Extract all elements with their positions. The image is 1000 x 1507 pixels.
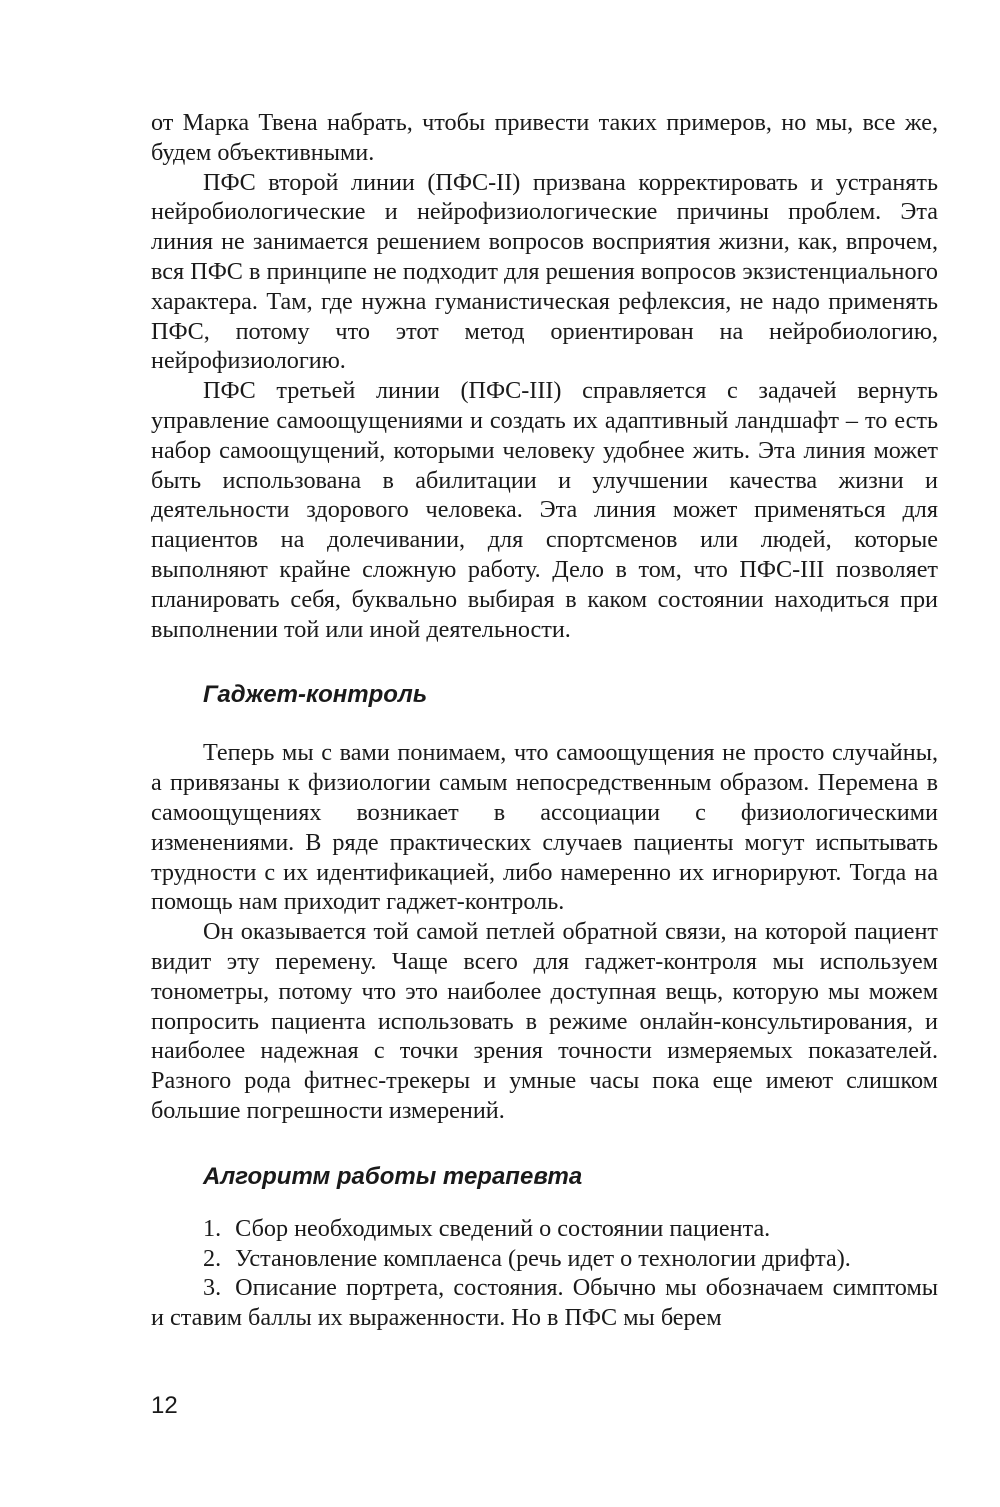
list-item (151, 1273, 938, 1333)
section-heading-gadget-control: Гаджет-контроль (203, 681, 428, 709)
numbered-list (151, 1214, 938, 1333)
list-item-text: Сбор необходимых сведений о состоянии пациента. (235, 1214, 771, 1242)
paragraph: ПФС третьей линии (ПФС-III) справляется с задачей вернуть управление самоощущениями и создать их адаптивный ландшафт – то есть набор самоощущений, которыми человеку удобнее жить. Эта линия может быть использована в абилитации и улучшении качества жизни и деятельности здорового человека. Эта линия может применяться для пациентов на долечивании, для спортсменов или людей, которые выполняют крайне сложную работу. Дело в том, что ПФС-III позволяет планировать себя, буквально выбирая в каком состоянии находиться при выполнении той или иной деятельности. (151, 377, 938, 643)
list-item-text: Установление комплаенса (речь идет о технологии дрифта). (235, 1244, 851, 1272)
list-item (151, 1244, 938, 1274)
list-item (151, 1214, 938, 1244)
paragraph: от Марка Твена набрать, чтобы привести таких примеров, но мы, все же, будем объективными. (151, 109, 938, 166)
paragraph: ПФС второй линии (ПФС-II) призвана корректировать и устранять нейробиологические и нейрофизиологические причины проблем. Эта линия не занимается решением вопросов восприятия жизни, как, впрочем, вся ПФС в принципе не подходит для решения вопросов экзистенциального характера. Там, где нужна гуманистическая рефлексия, не надо применять ПФС, потому что этот метод ориентирован на нейробиологию, нейрофизиологию. (151, 168, 938, 375)
section-heading-therapist-algorithm: Алгоритм работы терапевта (203, 1162, 583, 1190)
list-item-number: 2. (203, 1244, 222, 1272)
list-item-number: 3. (203, 1274, 222, 1302)
list-item-number: 1. (203, 1214, 222, 1242)
page-number: 12 (151, 1392, 178, 1419)
paragraph: Он оказывается той самой петлей обратной связи, на которой пациент видит эту перемену. Чаще всего для гаджет-контроля мы используем тонометры, потому что это наиболее доступная вещь, которую мы можем попросить пациента использовать в режиме онлайн-консультирования, и наиболее надежная с точки зрения точности измеряемых показателей. Разного рода фитнес-трекеры и умные часы пока еще имеют слишком большие погрешности измерений. (151, 918, 938, 1124)
list-item-text: Описание портрета, состояния. Обычно мы обозначаем симптомы и ставим баллы их выраженности. Но в ПФС мы берем (151, 1274, 938, 1332)
paragraph: Теперь мы с вами понимаем, что самоощущения не просто случайны, а привязаны к физиологии самым непосредственным образом. Перемена в самоощущениях возникает в ассоциации с физиологическими изменениями. В ряде практических случаев пациенты могут испытывать трудности с их идентификацией, либо намеренно их игнорируют. Тогда на помощь нам приходит гаджет-контроль. (151, 739, 938, 916)
page-body (151, 108, 938, 1333)
